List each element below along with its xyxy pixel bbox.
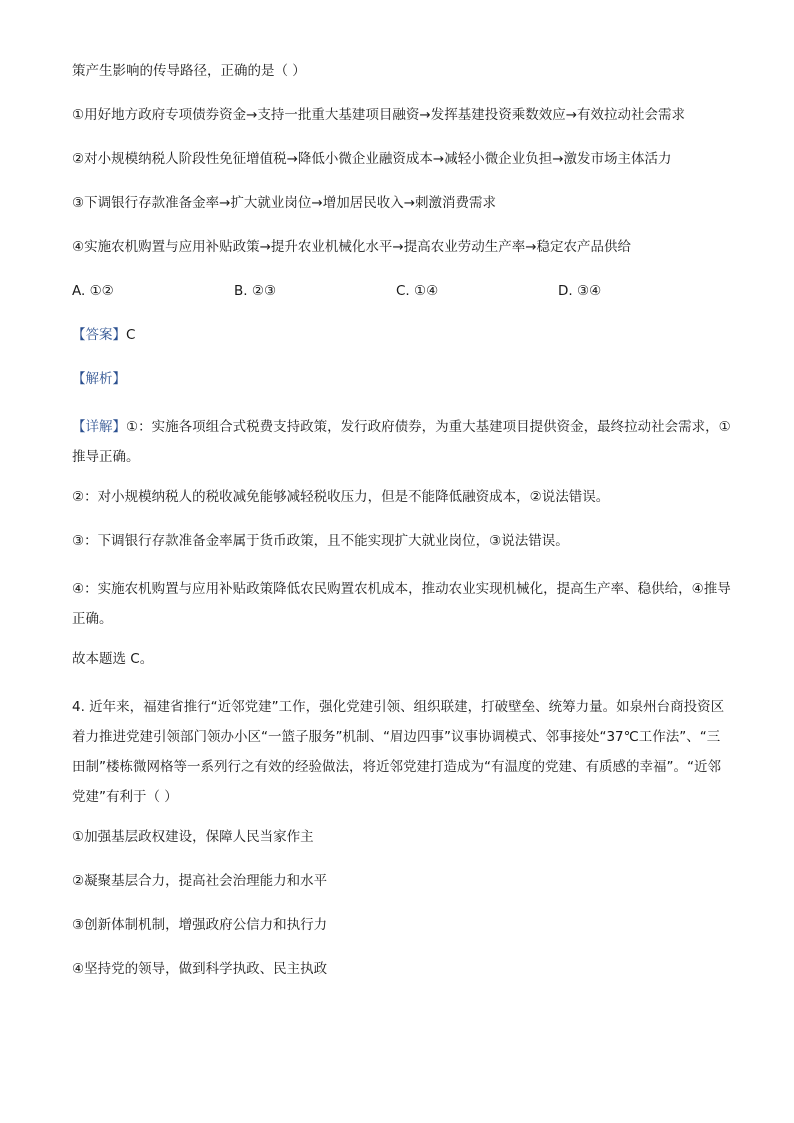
question-4-item-2: ②凝聚基层合力，提高社会治理能力和水平 (72, 873, 328, 889)
answer-line (72, 324, 732, 346)
option-b: B. ②③ (234, 283, 277, 299)
answer-value: C (126, 327, 136, 343)
question-4-item-1: ①加强基层政权建设，保障人民当家作主 (72, 829, 314, 845)
question-3-item-2: ②对小规模纳税人阶段性免征增值税→降低小微企业融资成本→减轻小微企业负担→激发市场主体活力 (72, 151, 672, 167)
question-3-item-1: ①用好地方政府专项债券资金→支持一批重大基建项目融资→发挥基建投资乘数效应→有效拉动社会需求 (72, 107, 686, 123)
detail-4: ④：实施农机购置与应用补贴政策降低农民购置农机成本，推动农业实现机械化，提高生产率、稳供给，④推导正确。 (72, 581, 731, 627)
question-3-options (72, 280, 732, 302)
detail-label: 【详解】 (72, 419, 126, 435)
option-c: C. ①④ (396, 283, 439, 299)
question-3-stem-tail: 策产生影响的传导路径，正确的是（ ） (72, 63, 306, 79)
detail-3: ③：下调银行存款准备金率属于货币政策，且不能实现扩大就业岗位，③说法错误。 (72, 533, 569, 549)
option-a: A. ①② (72, 283, 114, 299)
question-4-item-3: ③创新体制机制，增强政府公信力和执行力 (72, 917, 328, 933)
question-4-stem: 4. 近年来，福建省推行“近邻党建”工作，强化党建引领、组织联建，打破壁垒、统筹力量。如泉州台商投资区着力推进党建引领部门领办小区“一篮子服务”机制、“眉边四事”议事协调模式、邻事接处“37℃工作法”、“三田制”楼栋微网格等一系列行之有效的经验做法，将近邻党建打造成为“有温度的党建、有质感的幸福”。“近邻党建”有利于（ ） (72, 699, 725, 805)
question-3-item-4: ④实施农机购置与应用补贴政策→提升农业机械化水平→提高农业劳动生产率→稳定农产品供给 (72, 239, 632, 255)
document-page (72, 60, 732, 1002)
question-4-item-4: ④坚持党的领导，做到科学执政、民主执政 (72, 961, 328, 977)
question-3-item-3: ③下调银行存款准备金率→扩大就业岗位→增加居民收入→刺激消费需求 (72, 195, 497, 211)
conclusion: 故本题选 C。 (72, 651, 154, 667)
detail-2: ②：对小规模纳税人的税收减免能够减轻税收压力，但是不能降低融资成本，②说法错误。 (72, 489, 610, 505)
analysis-label: 【解析】 (72, 371, 126, 387)
option-d: D. ③④ (558, 283, 602, 299)
answer-label: 【答案】 (72, 327, 126, 343)
detail-1: 【详解】①：实施各项组合式税费支持政策，发行政府债券，为重大基建项目提供资金，最终拉动社会需求，①推导正确。 (72, 419, 731, 465)
